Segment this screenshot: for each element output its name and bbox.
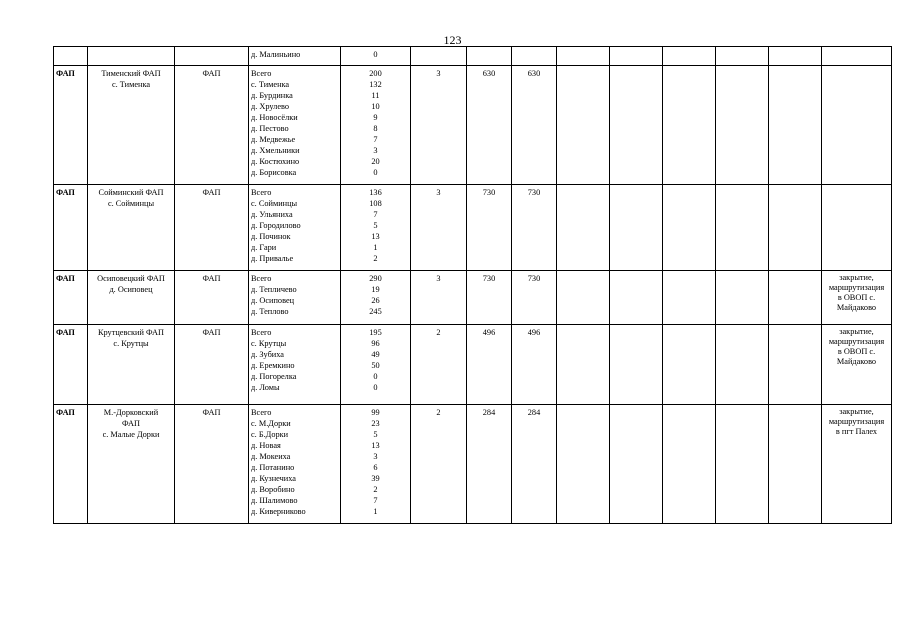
population-line: 7: [373, 135, 378, 144]
facility-name-line: Тименский ФАП: [101, 69, 161, 78]
settlement-line: д. Костюхино: [251, 157, 300, 166]
population-line: 3: [373, 452, 378, 461]
empty-cell: [557, 325, 610, 405]
population-line: 20: [371, 157, 380, 166]
settlement-line: с. Б.Дорки: [251, 430, 289, 439]
empty-cell: [663, 185, 716, 271]
population-line: 200: [369, 69, 382, 78]
settlement-line: д. Пестово: [251, 124, 289, 133]
population-line: 132: [369, 80, 382, 89]
settlement-line: Всего: [251, 188, 272, 197]
population-cell: [341, 325, 411, 405]
facility-name-line: с. Малые Дорки: [102, 430, 160, 439]
empty-cell: [663, 271, 716, 325]
population-line: 11: [371, 91, 380, 100]
count-cell: 3: [411, 185, 467, 271]
empty-cell: [716, 325, 769, 405]
facility-kind-cell: ФАП: [175, 405, 249, 524]
population-line: 5: [373, 430, 378, 439]
facility-kind-cell: ФАП: [175, 325, 249, 405]
table-row: [54, 271, 892, 325]
population-cell: [341, 271, 411, 325]
settlements-cell: [249, 271, 341, 325]
population-cell: [341, 66, 411, 185]
settlement-line: д. Кузнечиха: [251, 474, 296, 483]
empty-cell: [716, 271, 769, 325]
settlement-line: д. Мокеиха: [251, 452, 291, 461]
population-line: 245: [369, 307, 382, 316]
population-line: 136: [369, 188, 382, 197]
population-line: 10: [371, 102, 380, 111]
note-line: маршрутизация: [828, 417, 885, 426]
count-cell: 3: [411, 271, 467, 325]
facility-name-line: д. Осиповец: [109, 285, 153, 294]
settlement-line: д. Городилово: [251, 221, 301, 230]
facility-type-cell: ФАП: [54, 405, 88, 524]
facility-name-line: М.-Дорковский: [103, 408, 159, 417]
note-cell: [822, 66, 892, 185]
facility-name-line: ФАП: [121, 419, 140, 428]
settlement-line: Всего: [251, 408, 272, 417]
settlement-line: д. Шалимово: [251, 496, 298, 505]
settlement-line: д. Осиповец: [251, 296, 295, 305]
settlement-line: д. Привалье: [251, 254, 294, 263]
settlements-cell: [249, 185, 341, 271]
value-cell: 284: [467, 405, 512, 524]
settlements-cell: [249, 66, 341, 185]
population-line: 2: [373, 254, 378, 263]
page-number: 123: [443, 33, 462, 47]
population-line: 8: [373, 124, 378, 133]
population-line: 13: [371, 232, 380, 241]
settlement-line: Всего: [251, 69, 272, 78]
population-line: 290: [369, 274, 382, 283]
population-line: 39: [371, 474, 380, 483]
settlement-line: д. Потанино: [251, 463, 295, 472]
note-line: закрытие,: [839, 407, 874, 416]
settlement-line: с. М.Дорки: [251, 419, 291, 428]
facility-name-line: с. Тименка: [111, 80, 151, 89]
population-line: 99: [371, 408, 380, 417]
population-line: 1: [373, 243, 378, 252]
note-line: Майдаково: [836, 303, 877, 312]
value-cell: 496: [512, 325, 557, 405]
population-line: 7: [373, 210, 378, 219]
population-line: 195: [369, 328, 382, 337]
facility-kind-cell: ФАП: [175, 185, 249, 271]
population-line: 1: [373, 507, 378, 516]
settlement-line: д. Погорелка: [251, 372, 297, 381]
settlement-cell: д. Малиньино: [249, 47, 341, 66]
settlement-line: Всего: [251, 328, 272, 337]
empty-cell: [769, 66, 822, 185]
empty-cell: [716, 405, 769, 524]
empty-cell: [663, 66, 716, 185]
population-line: 49: [371, 350, 380, 359]
population-line: 5: [373, 221, 378, 230]
settlement-line: д. Тепличево: [251, 285, 297, 294]
empty-cell: [769, 325, 822, 405]
population-line: 13: [371, 441, 380, 450]
empty-cell: [610, 405, 663, 524]
population-line: 23: [371, 419, 380, 428]
settlement-line: д. Бурдинка: [251, 91, 293, 100]
settlements-cell: [249, 325, 341, 405]
value-cell: 630: [512, 66, 557, 185]
population-line: 0: [373, 168, 378, 177]
settlement-line: с. Тименка: [251, 80, 290, 89]
value-cell: 730: [467, 271, 512, 325]
population-line: 0: [373, 372, 378, 381]
note-line: закрытие,: [839, 273, 874, 282]
value-cell: 730: [467, 185, 512, 271]
empty-cell: [716, 185, 769, 271]
settlement-line: с. Крутцы: [251, 339, 287, 348]
settlement-line: д. Гари: [251, 243, 277, 252]
count-cell: 2: [411, 405, 467, 524]
population-cell: [341, 185, 411, 271]
table-row: [54, 185, 892, 271]
facility-kind-cell: ФАП: [175, 66, 249, 185]
population-line: 0: [373, 383, 378, 392]
population-line: 19: [371, 285, 380, 294]
empty-cell: [557, 66, 610, 185]
value-cell: 284: [512, 405, 557, 524]
facility-type-cell: ФАП: [54, 185, 88, 271]
population-line: 9: [373, 113, 378, 122]
settlement-line: д. Теплово: [251, 307, 289, 316]
settlement-line: д. Киверниково: [251, 507, 306, 516]
facility-name-cell: [88, 405, 175, 524]
settlement-line: д. Воробино: [251, 485, 295, 494]
table-row: [54, 325, 892, 405]
empty-cell: [557, 405, 610, 524]
note-line: в ОВОП с.: [837, 347, 876, 356]
facility-name-line: с. Сойминцы: [107, 199, 155, 208]
table-row: [54, 405, 892, 524]
note-line: в ОВОП с.: [837, 293, 876, 302]
facility-name-line: Крутцевский ФАП: [97, 328, 165, 337]
population-cell: [341, 405, 411, 524]
count-cell: 2: [411, 325, 467, 405]
facility-name-cell: [88, 271, 175, 325]
value-cell: 730: [512, 271, 557, 325]
table-row: [54, 66, 892, 185]
note-line: Майдаково: [836, 357, 877, 366]
settlement-line: д. Хмельники: [251, 146, 300, 155]
facility-name-cell: [88, 185, 175, 271]
population-line: 96: [371, 339, 380, 348]
facility-name-line: Осиповецкий ФАП: [97, 274, 165, 283]
note-line: маршрутизация: [828, 283, 885, 292]
settlement-line: д. Еремкино: [251, 361, 295, 370]
empty-cell: [716, 66, 769, 185]
facilities-table: [53, 46, 892, 524]
population-line: 6: [373, 463, 378, 472]
population-line: 7: [373, 496, 378, 505]
population-cell: 0: [341, 47, 411, 66]
settlement-line: д. Ломы: [251, 383, 280, 392]
note-cell: [822, 405, 892, 524]
settlement-line: д. Борисовка: [251, 168, 297, 177]
empty-cell: [663, 325, 716, 405]
settlement-line: д. Хрулево: [251, 102, 290, 111]
population-line: 50: [371, 361, 380, 370]
settlements-cell: [249, 405, 341, 524]
empty-cell: [557, 271, 610, 325]
facility-type-cell: ФАП: [54, 271, 88, 325]
settlement-line: д. Медвежье: [251, 135, 296, 144]
note-cell: [822, 271, 892, 325]
settlement-line: д. Новосёлки: [251, 113, 298, 122]
empty-cell: [610, 66, 663, 185]
settlement-line: д. Ульяниха: [251, 210, 293, 219]
note-cell: [822, 325, 892, 405]
facility-name-line: Сойминский ФАП: [98, 188, 164, 197]
settlement-line: Всего: [251, 274, 272, 283]
settlement-line: д. Починок: [251, 232, 291, 241]
facility-name-cell: [88, 325, 175, 405]
empty-cell: [769, 271, 822, 325]
note-line: в пгт Палех: [835, 427, 878, 436]
facility-type-cell: ФАП: [54, 325, 88, 405]
empty-cell: [557, 185, 610, 271]
empty-cell: [769, 185, 822, 271]
empty-cell: [663, 405, 716, 524]
note-line: маршрутизация: [828, 337, 885, 346]
population-line: 2: [373, 485, 378, 494]
facility-type-cell: ФАП: [54, 66, 88, 185]
empty-cell: [610, 271, 663, 325]
settlement-line: д. Зубиха: [251, 350, 284, 359]
count-cell: 3: [411, 66, 467, 185]
empty-cell: [769, 405, 822, 524]
settlement-line: с. Сойминцы: [251, 199, 298, 208]
note-cell: [822, 185, 892, 271]
table-row-continuation: [54, 47, 892, 66]
value-cell: 730: [512, 185, 557, 271]
empty-cell: [610, 325, 663, 405]
population-line: 26: [371, 296, 380, 305]
population-line: 108: [369, 199, 382, 208]
value-cell: 630: [467, 66, 512, 185]
empty-cell: [610, 185, 663, 271]
note-line: закрытие,: [839, 327, 874, 336]
value-cell: 496: [467, 325, 512, 405]
facility-kind-cell: ФАП: [175, 271, 249, 325]
population-line: 3: [373, 146, 378, 155]
settlement-line: д. Новая: [251, 441, 281, 450]
facility-name-cell: [88, 66, 175, 185]
facility-name-line: с. Крутцы: [113, 339, 149, 348]
